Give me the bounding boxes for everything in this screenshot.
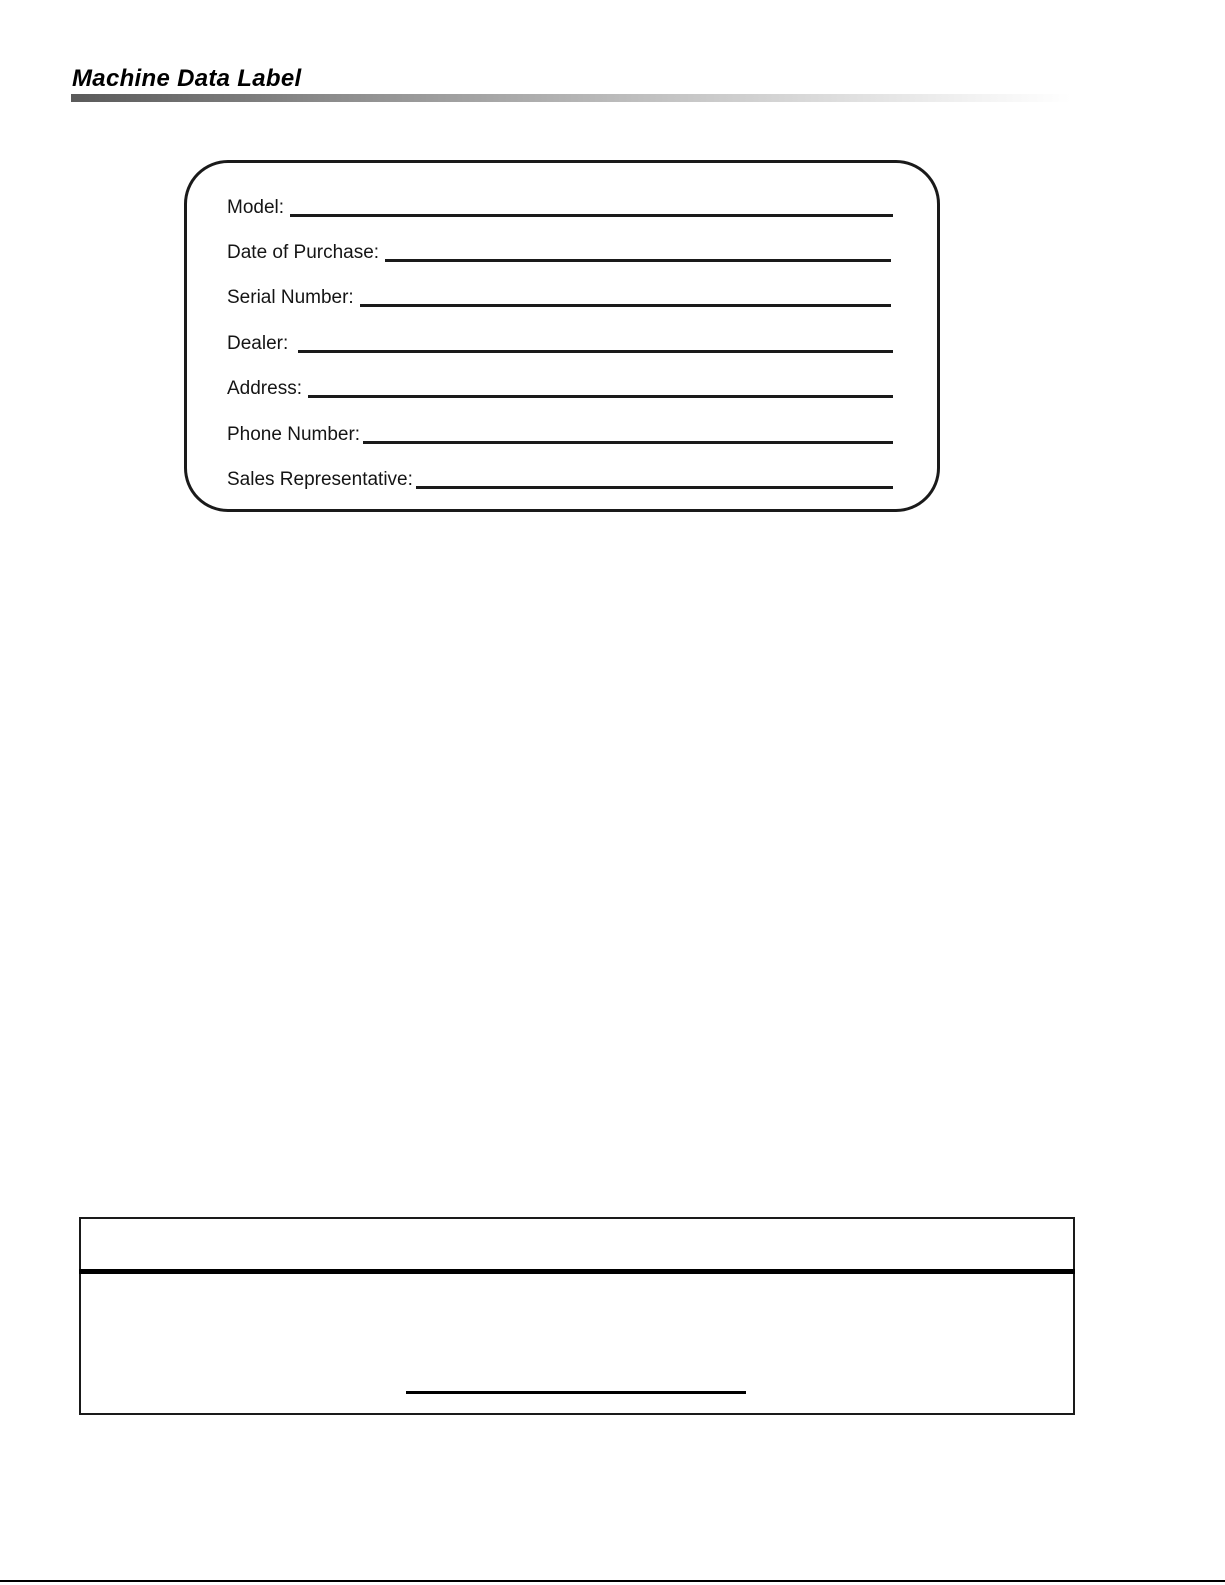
field-label-model: Model: — [227, 197, 285, 218]
field-label-date-of-purchase: Date of Purchase: — [227, 242, 380, 263]
bottom-box-divider — [79, 1269, 1075, 1274]
bottom-bordered-box — [79, 1217, 1075, 1415]
bottom-box-signature-line — [406, 1391, 746, 1394]
title-gradient-rule — [71, 94, 1071, 102]
field-row-model — [227, 189, 893, 219]
field-label-sales-representative: Sales Representative: — [227, 469, 413, 490]
field-label-address: Address: — [227, 378, 302, 399]
page-bottom-rule — [0, 1580, 1225, 1582]
field-line-sales-representative[interactable] — [416, 486, 893, 489]
field-line-address[interactable] — [308, 395, 893, 398]
field-line-model[interactable] — [290, 214, 893, 217]
section-title: Machine Data Label — [72, 65, 302, 92]
field-row-phone-number — [227, 416, 893, 446]
field-row-date-of-purchase — [227, 234, 891, 264]
field-line-date-of-purchase[interactable] — [385, 259, 891, 262]
field-label-serial-number: Serial Number: — [227, 287, 354, 308]
field-line-phone-number[interactable] — [363, 441, 893, 444]
field-line-dealer[interactable] — [298, 350, 893, 353]
field-row-serial-number — [227, 279, 891, 309]
field-row-sales-representative — [227, 461, 893, 491]
field-label-phone-number: Phone Number: — [227, 424, 361, 445]
field-line-serial-number[interactable] — [360, 304, 891, 307]
field-row-dealer — [227, 325, 893, 355]
field-row-address — [227, 370, 893, 400]
field-label-dealer: Dealer: — [227, 333, 289, 354]
machine-data-label-card — [184, 160, 940, 512]
